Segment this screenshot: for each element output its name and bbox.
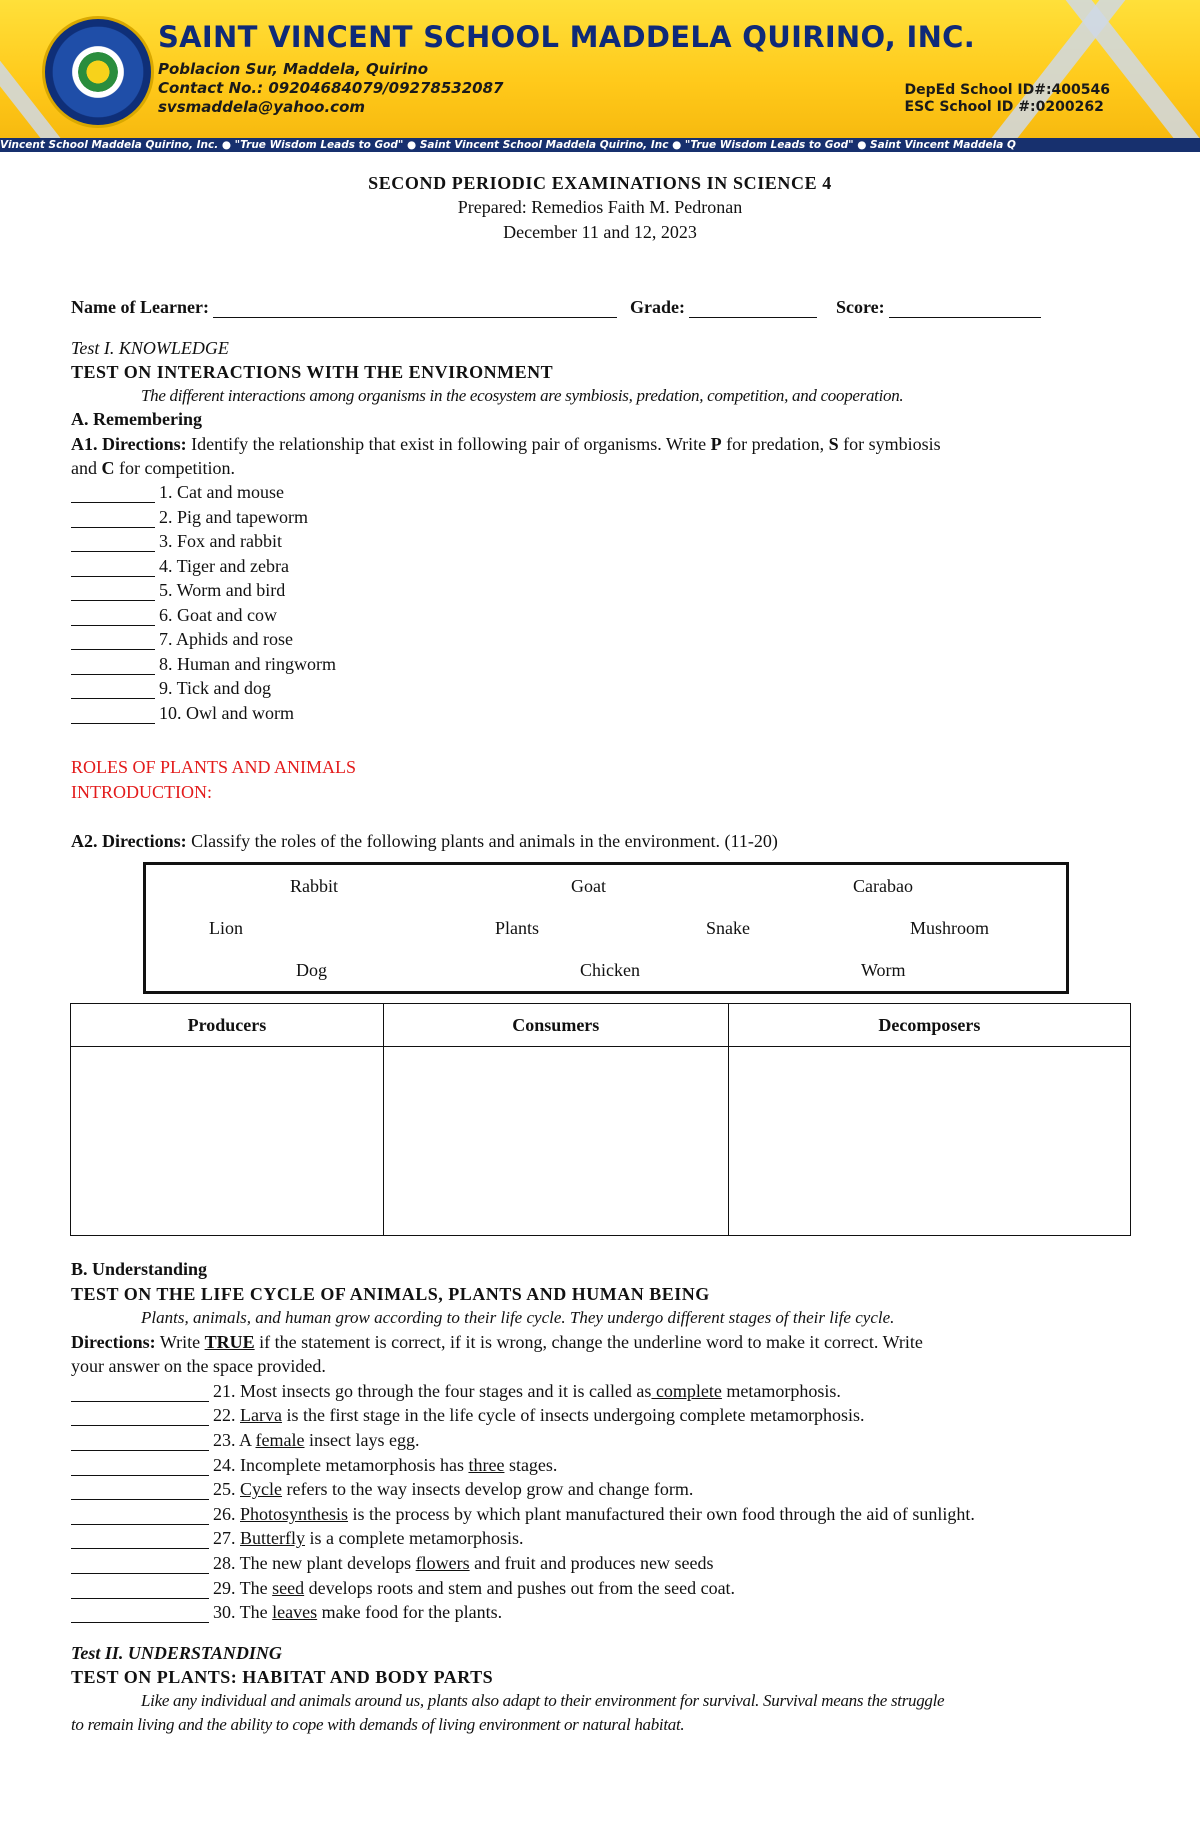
exam-title: SECOND PERIODIC EXAMINATIONS IN SCIENCE 4 bbox=[368, 173, 832, 193]
question-item: 21. Most insects go through the four stages and it is called as complete metamorphosis. bbox=[71, 1380, 841, 1402]
answer-blank[interactable] bbox=[71, 584, 155, 601]
question-item: 5. Worm and bird bbox=[71, 579, 285, 601]
grade-blank[interactable] bbox=[689, 301, 817, 318]
answer-blank[interactable] bbox=[71, 707, 155, 724]
a1-directions-cont: and C for competition. bbox=[71, 458, 235, 478]
esc-id: ESC School ID #:0200262 bbox=[904, 99, 1104, 115]
word-bank-item: Mushroom bbox=[910, 918, 990, 938]
section-b-directions: Directions: Write TRUE if the statement is correct, if it is wrong, change the underline word to make it correct. Write bbox=[71, 1332, 923, 1352]
answer-blank[interactable] bbox=[71, 682, 155, 699]
word-bank-item: Dog bbox=[296, 960, 327, 980]
column-producers: Producers bbox=[71, 1004, 384, 1047]
section-b-heading: B. Understanding bbox=[71, 1259, 208, 1279]
word-bank-item: Lion bbox=[209, 918, 243, 938]
answer-blank[interactable] bbox=[71, 486, 155, 503]
decomposers-answer-cell[interactable] bbox=[728, 1047, 1130, 1236]
column-consumers: Consumers bbox=[383, 1004, 728, 1047]
answer-blank[interactable] bbox=[71, 1532, 209, 1549]
school-contact: Contact No.: 09204684079/09278532087 bbox=[158, 79, 504, 97]
question-item: 8. Human and ringworm bbox=[71, 653, 336, 675]
column-decomposers: Decomposers bbox=[728, 1004, 1130, 1047]
test-2-title: Test II. UNDERSTANDING bbox=[71, 1643, 282, 1663]
question-item: 1. Cat and mouse bbox=[71, 481, 284, 503]
word-bank-item: Rabbit bbox=[290, 876, 338, 896]
a2-directions: A2. Directions: Classify the roles of the following plants and animals in the environment. (11-20) bbox=[71, 831, 778, 851]
word-bank-item: Plants bbox=[495, 918, 540, 938]
school-email: svsmaddela@yahoo.com bbox=[158, 98, 366, 116]
answer-blank[interactable] bbox=[71, 535, 155, 552]
answer-blank[interactable] bbox=[71, 1606, 209, 1623]
school-ids bbox=[905, 82, 1110, 116]
name-label: Name of Learner: bbox=[71, 297, 209, 317]
answer-blank[interactable] bbox=[71, 1409, 209, 1426]
a1-label: A1. Directions: bbox=[71, 434, 187, 454]
word-bank-box bbox=[143, 862, 1069, 994]
section-a-heading: A. Remembering bbox=[71, 409, 202, 429]
answer-blank[interactable] bbox=[71, 658, 155, 675]
deped-id: DepEd School ID#:400546 bbox=[904, 82, 1110, 98]
section-b-directions-cont: your answer on the space provided. bbox=[71, 1356, 326, 1376]
a1-directions: A1. Directions: Identify the relationship that exist in following pair of organisms. Write P for predation, S for symbiosis bbox=[71, 434, 941, 454]
exam-prepared-by: Prepared: Remedios Faith M. Pedronan bbox=[457, 197, 743, 217]
exam-date: December 11 and 12, 2023 bbox=[503, 222, 697, 242]
answer-blank[interactable] bbox=[71, 633, 155, 650]
motto-bar: Vincent School Maddela Quirino, Inc. ● "True Wisdom Leads to God" ● Saint Vincent School Maddela Quirino, Inc ● "True Wisdom Leads to God" ● Saint Vincent Maddela Q bbox=[0, 138, 1200, 152]
question-item: 30. The leaves make food for the plants. bbox=[71, 1601, 502, 1623]
learner-info-row bbox=[71, 296, 1041, 318]
test-1-intro: The different interactions among organisms in the ecosystem are symbiosis, predation, competition, and cooperation. bbox=[141, 386, 904, 405]
word-bank-item: Snake bbox=[706, 918, 750, 938]
producers-answer-cell[interactable] bbox=[71, 1047, 384, 1236]
question-item: 25. Cycle refers to the way insects develop grow and change form. bbox=[71, 1478, 693, 1500]
question-item: 28. The new plant develops flowers and fruit and produces new seeds bbox=[71, 1552, 714, 1574]
question-item: 6. Goat and cow bbox=[71, 604, 277, 626]
test-2-intro-cont: to remain living and the ability to cope with demands of living environment or natural habitat. bbox=[71, 1715, 685, 1734]
answer-blank[interactable] bbox=[71, 560, 155, 577]
directions-label: Directions: bbox=[71, 1332, 156, 1352]
question-item: 3. Fox and rabbit bbox=[71, 530, 282, 552]
word-bank-item: Goat bbox=[571, 876, 606, 896]
word-bank-item: Chicken bbox=[580, 960, 640, 980]
school-seal-logo bbox=[42, 16, 154, 128]
answer-blank[interactable] bbox=[71, 1385, 209, 1402]
answer-blank[interactable] bbox=[71, 1459, 209, 1476]
introduction-label: INTRODUCTION: bbox=[71, 782, 212, 802]
section-b-intro: Plants, animals, and human grow according to their life cycle. They undergo different stages of their life cycle. bbox=[141, 1308, 895, 1327]
question-item: 9. Tick and dog bbox=[71, 677, 271, 699]
school-name: SAINT VINCENT SCHOOL MADDELA QUIRINO, INC. bbox=[158, 20, 976, 54]
question-item: 4. Tiger and zebra bbox=[71, 555, 289, 577]
answer-blank[interactable] bbox=[71, 1434, 209, 1451]
question-item: 2. Pig and tapeworm bbox=[71, 506, 308, 528]
question-item: 29. The seed develops roots and stem and pushes out from the seed coat. bbox=[71, 1577, 735, 1599]
school-address: Poblacion Sur, Maddela, Quirino bbox=[158, 60, 429, 78]
question-item: 23. A female insect lays egg. bbox=[71, 1429, 419, 1451]
question-item: 22. Larva is the first stage in the life cycle of insects undergoing complete metamorphosis. bbox=[71, 1404, 865, 1426]
consumers-answer-cell[interactable] bbox=[383, 1047, 728, 1236]
answer-blank[interactable] bbox=[71, 1483, 209, 1500]
classification-table bbox=[70, 1003, 1131, 1236]
answer-blank[interactable] bbox=[71, 609, 155, 626]
score-label: Score: bbox=[835, 297, 885, 317]
grade-label: Grade: bbox=[629, 297, 685, 317]
answer-blank[interactable] bbox=[71, 1582, 209, 1599]
score-blank[interactable] bbox=[889, 301, 1041, 318]
answer-blank[interactable] bbox=[71, 1557, 209, 1574]
question-item: 7. Aphids and rose bbox=[71, 628, 293, 650]
name-blank[interactable] bbox=[213, 301, 617, 318]
test-2-topic: TEST ON PLANTS: HABITAT AND BODY PARTS bbox=[71, 1667, 494, 1687]
school-header-banner bbox=[0, 0, 1200, 152]
question-item: 10. Owl and worm bbox=[71, 702, 294, 724]
answer-blank[interactable] bbox=[71, 1508, 209, 1525]
answer-blank[interactable] bbox=[71, 511, 155, 528]
test-2-intro: Like any individual and animals around us, plants also adapt to their environment for survival. Survival means the struggle bbox=[141, 1691, 945, 1710]
roles-heading: ROLES OF PLANTS AND ANIMALS bbox=[71, 757, 357, 777]
school-contact-block bbox=[158, 60, 503, 117]
test-1-topic: TEST ON INTERACTIONS WITH THE ENVIRONMENT bbox=[71, 362, 554, 382]
test-1-title: Test I. KNOWLEDGE bbox=[71, 338, 229, 358]
section-b-topic: TEST ON THE LIFE CYCLE OF ANIMALS, PLANTS AND HUMAN BEING bbox=[71, 1284, 710, 1304]
word-bank-item: Carabao bbox=[853, 876, 913, 896]
question-item: 27. Butterfly is a complete metamorphosis. bbox=[71, 1527, 523, 1549]
question-item: 24. Incomplete metamorphosis has three stages. bbox=[71, 1454, 557, 1476]
a2-label: A2. Directions: bbox=[71, 831, 187, 851]
question-item: 26. Photosynthesis is the process by which plant manufactured their own food through the aid of sunlight. bbox=[71, 1503, 975, 1525]
word-bank-item: Worm bbox=[861, 960, 906, 980]
decorative-stripe bbox=[1066, 0, 1200, 152]
